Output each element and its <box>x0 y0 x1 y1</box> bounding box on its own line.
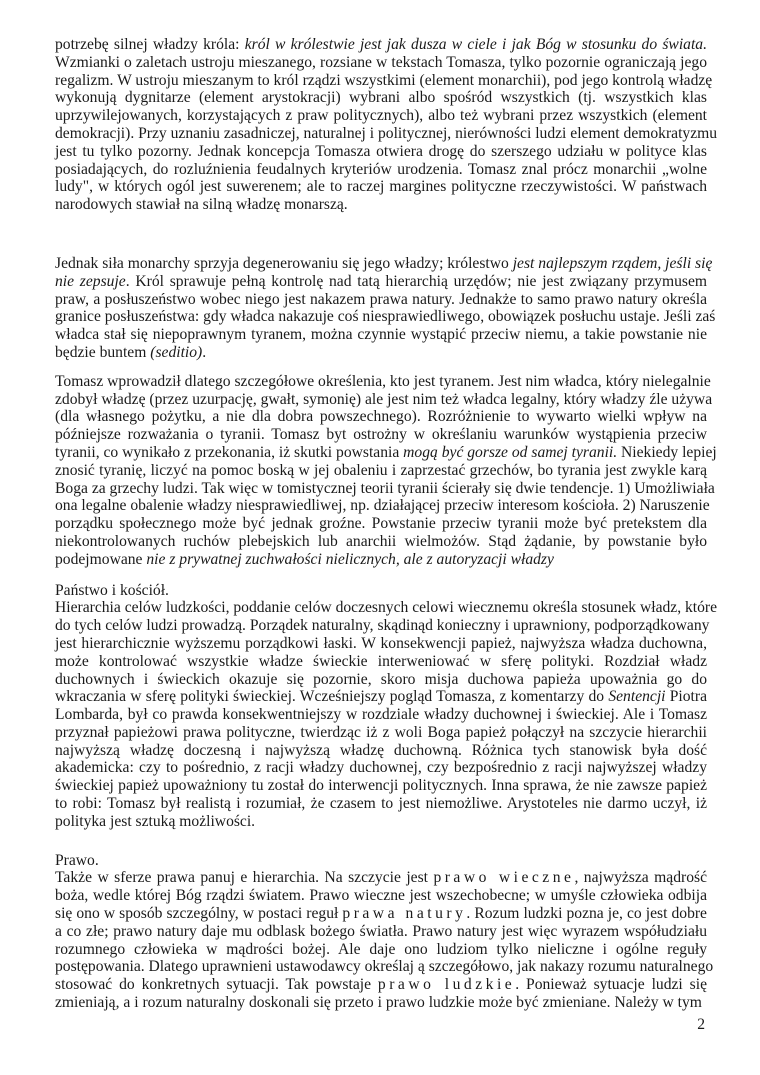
text-segment: Jednak siła monarchy sprzyja degenerowaniu się jego władzy; królestwo <box>55 254 513 272</box>
text-line <box>55 178 707 196</box>
text-segment: . Rozum ludzki pozna je, co jest dobre <box>466 905 707 923</box>
text-line <box>55 994 707 1012</box>
italic-text: mogą być gorsze od samej tyranii. <box>403 443 618 461</box>
text-line <box>55 443 717 462</box>
text-segment: posiadających, do rozluźnienia feudalnych kryteriów urodzenia. Tomasz znal prócz monarchii „wolne <box>55 160 707 178</box>
text-segment: ona legalne obalenie władzy niesprawiedliwej, np. działającej przeciw interesom kościoła. 2) Naruszenie <box>55 497 710 515</box>
text-line <box>55 196 707 214</box>
text-line <box>55 706 707 724</box>
text-segment: podejmowane <box>55 550 147 568</box>
text-line <box>55 462 707 480</box>
italic-text: (seditio) <box>150 343 203 361</box>
text-line <box>55 124 718 143</box>
text-segment: potrzebę silnej władzy króla: <box>55 36 245 53</box>
text-segment: wykonują dygnitarze (element arystokracji) wybrani albo spośród wszystkich (tj. wszystkich klas <box>55 89 707 107</box>
text-segment: rozumnego człowieka w mądrości bożej. Ale daje ono ludziom tylko nieliczne i ogólne reguły <box>55 940 707 958</box>
spaced-term: prawo wieczne <box>433 869 575 887</box>
text-line <box>55 326 707 344</box>
paragraph-tyrant-definition <box>55 372 717 569</box>
text-line <box>55 742 707 760</box>
text-segment: stosować do konkretnych sytuacji. Tak powstaje <box>55 976 378 994</box>
text-line <box>55 813 707 831</box>
paragraph-tyranny-degeneration <box>55 254 716 362</box>
section-law <box>55 851 714 1012</box>
spaced-term: prawo ludzkie <box>377 976 516 994</box>
text-line <box>55 479 715 498</box>
text-line <box>55 635 707 653</box>
text-segment: Wzmianki o zaletach ustroju mieszanego, rozsiane w tekstach Tomasza, tylko pozornie ograniczają jego <box>55 53 707 71</box>
text-line <box>55 617 710 635</box>
text-line <box>55 759 707 777</box>
text-line <box>55 107 707 125</box>
italic-text: Sentencji <box>608 688 666 706</box>
italic-text: król w królestwie jest jak dusza w ciele i jak Bóg w stosunku do świata. <box>244 36 707 53</box>
text-line <box>55 941 707 959</box>
text-line <box>55 71 713 90</box>
text-segment: . Król sprawuje pełną kontrolę nad tatą hierarchią urzędów; nie jest związany przymusem <box>125 272 707 290</box>
text-line <box>55 89 707 107</box>
text-line <box>55 143 707 161</box>
text-segment: uprzywilejowanych, korzystających z praw politycznych), albo też wybrani przez wszystkich (element <box>55 107 707 125</box>
text-segment: (dla własnego pożytku, a nie dla dobra powszechnego). Rozróżnienie to wywarto wielki wpływ na <box>55 408 707 426</box>
text-segment: , najwyższa mądrość <box>574 869 707 887</box>
text-segment: Boga za grzechy ludzi. Tak więc w tomistycznej teorii tyranii ścierały się dwie tendencje. 1) Umożliwiała <box>55 479 715 497</box>
text-segment: . <box>202 343 207 361</box>
text-segment: Państwo i kościół. <box>55 581 169 599</box>
section-state-and-church <box>55 581 718 831</box>
text-line <box>55 390 713 409</box>
section-heading <box>55 852 707 870</box>
text-segment: późniejsze rozważania o tyranii. Tomasz byt ostrożny w określaniu warunków wystąpienia przeciw <box>55 426 707 444</box>
text-line <box>55 533 707 551</box>
text-line <box>55 777 707 795</box>
text-line <box>55 497 710 515</box>
text-line <box>55 887 707 905</box>
text-segment: boża, wedle której Bóg rządzi światem. Prawo wieczne jest wszechobecne; w umyśle człowieka odbija <box>55 887 707 905</box>
text-segment: Piotra <box>665 688 707 706</box>
text-line <box>55 671 707 689</box>
text-segment: Lombarda, był co prawda konsekwentniejszy w rozdziale władzy duchownej i świeckiej. Ale i Tomasz <box>55 706 707 724</box>
text-line <box>55 724 707 742</box>
italic-text: nie zepsuje <box>55 272 126 290</box>
text-line <box>55 923 707 941</box>
text-line <box>55 254 713 273</box>
text-segment: jest hierarchicznie wyższemu porządkowi łaski. W konsekwencji papież, najwyższa władza duchowna, <box>55 634 707 652</box>
section-heading <box>55 582 707 600</box>
text-segment: akademicka: czy to pośrednio, z racji władzy duchownej, czy bezpośrednio z racji najwyższej władzy <box>55 759 707 777</box>
text-segment: do tych celów ludzi prowadzą. Porządek naturalny, skądinąd konieczny i uprawniony, podporządkowany <box>55 617 710 635</box>
text-segment: może kontrolować wszystkie władze świeckie interweniować w sferę polityki. Rozdział władz <box>55 652 707 670</box>
text-segment: zdobył władzę (przez uzurpację, gwałt, symonię) ale jest nim też władca legalny, który władzy źle używa <box>55 390 713 408</box>
text-line <box>55 551 707 569</box>
text-line <box>55 869 707 887</box>
document-body <box>55 36 718 1012</box>
text-line <box>55 599 718 617</box>
text-segment: porządku społecznego może być jednak groźne. Powstanie przeciw tyranii może być pretekstem dla <box>55 515 707 533</box>
text-segment: jest tu tylko pozorny. Jednak koncepcja Tomasza otwiera drogę do szerszego udziału w polityce klas <box>55 142 707 160</box>
text-line <box>55 54 707 72</box>
text-segment: regalizm. W ustroju mieszanym to król rządzi wszystkimi (element monarchii), pod jego kontrolą władzę <box>55 71 713 89</box>
text-segment: narodowych stawiał na silną władzę monarszą. <box>55 196 348 214</box>
text-segment: Tomasz wprowadził dlatego szczegółowe określenia, kto jest tyranem. Jest nim władca, który nielegalnie <box>55 372 711 390</box>
text-segment: niekontrolowanych ruchów plebejskich lub anarchii wielmożów. Stąd żądanie, by powstanie było <box>55 532 707 550</box>
text-segment: wkraczania w sferę polityki świeckiej. Wcześniejszy pogląd Tomasza, z komentarzy do <box>55 688 609 706</box>
text-line <box>55 344 707 362</box>
text-line <box>55 515 707 533</box>
text-line <box>55 291 707 309</box>
text-line <box>55 408 707 426</box>
text-segment: praw, a posłuszeństwo wobec niego jest nakazem prawa natury. Jednakże to samo prawo natury określa <box>55 290 707 308</box>
italic-text: nie z prywatnej zuchwałości nielicznych, ale z autoryzacji władzy <box>146 550 554 568</box>
text-line <box>55 426 707 444</box>
italic-text: jest najlepszym rządem, jeśli się <box>512 254 713 272</box>
text-segment: najwyższą władzę doczesną i najwyższą władzę duchowną. Różnica tych stanowisk była dość <box>55 741 707 759</box>
text-segment: ludy", w których ogól jest suwerenem; ale to raczej margines polityczne rzeczywistości. W państwach <box>55 178 707 196</box>
text-segment: zmieniają, a i rozum naturalny doskonali się przeto i prawo ludzkie może być zmieniane. Należy w tym <box>55 994 702 1012</box>
text-line <box>55 976 707 994</box>
text-segment: polityka jest sztuką możliwości. <box>55 812 256 830</box>
spaced-term: prawa natury <box>342 905 467 923</box>
text-segment: tyranii, co wynikało z przekonania, iż skutki powstania <box>55 443 404 461</box>
text-segment: . Ponieważ sytuacje ludzi się <box>515 976 708 994</box>
text-segment: Także w sferze prawa panuj e hierarchia. Na szczycie jest <box>55 869 434 887</box>
page-number: 2 <box>697 1016 705 1033</box>
paragraph-regalism <box>55 36 718 214</box>
text-line <box>55 36 707 54</box>
text-segment: to robi: Tomasz był realistą i rozumiał, że czasem to jest niemożliwe. Arystoteles nie darmo uczył, iż <box>55 795 707 813</box>
text-segment: władca stał się niepoprawnym tyranem, można czynnie wystąpić przeciw niemu, a takie powstanie nie <box>55 326 707 344</box>
text-segment: granice posłuszeństwa: gdy władca nakazuje coś niesprawiedliwego, obowiązek posłuchu ustaje. Jeśli zaś <box>55 308 716 326</box>
text-segment: demokracji). Przy uznaniu zasadniczej, naturalnej i politycznej, nierówności ludzi element demokratyzmu <box>55 124 718 142</box>
text-line <box>55 653 707 671</box>
text-line <box>55 795 707 813</box>
text-segment: Niekiedy lepiej <box>617 443 717 461</box>
text-segment: się ono w sposób szczególny, w postaci reguł <box>55 905 343 923</box>
text-segment: duchownych i świeckich okazuje się pozornie, skoro misja duchowa papieża upoważnia go do <box>55 670 707 688</box>
text-segment: świeckiej papież upoważniony tu został do interwencji politycznych. Inna sprawa, że nie zawsze papież <box>55 777 707 795</box>
text-line <box>55 161 707 179</box>
text-segment: a co złe; prawo natury daje mu odblask bożego światła. Prawo natury jest więc wyrazem współudziału <box>55 922 707 940</box>
text-line <box>55 688 707 706</box>
text-line <box>55 372 711 391</box>
text-segment: Hierarchia celów ludzkości, poddanie celów doczesnych celowi wiecznemu określa stosunek władz, które <box>55 599 718 617</box>
text-line <box>55 905 707 923</box>
text-segment: postępowania. Dlatego uprawnieni ustawodawcy określaj ą szczegółowo, jak nakazy rozumu naturalnego <box>55 958 714 976</box>
text-segment: Prawo. <box>55 851 99 869</box>
text-segment: będzie buntem <box>55 343 151 361</box>
text-line <box>55 958 714 976</box>
text-line <box>55 308 716 326</box>
text-line <box>55 273 707 291</box>
text-segment: znosić tyranię, liczyć na pomoc boską w jej obaleniu i zaprzestać grzechów, bo tyrania jest zwykle karą <box>55 461 707 479</box>
text-segment: przyznał papieżowi prawa polityczne, twierdząc iż z woli Boga papież połączył na szczycie hierarchii <box>55 723 707 741</box>
